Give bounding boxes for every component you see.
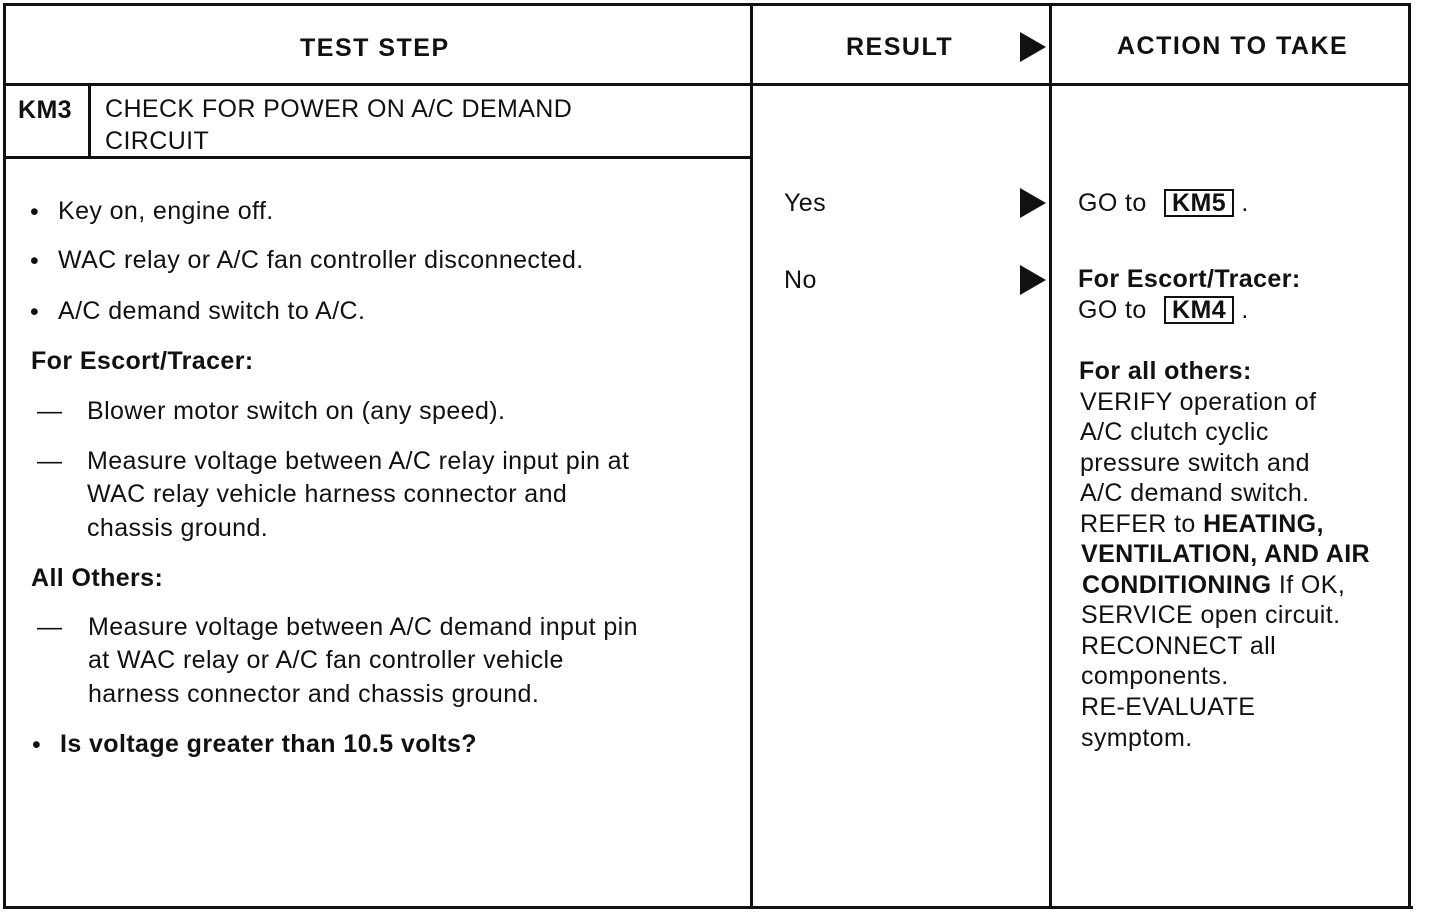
test-line-blower: Blower motor switch on (any speed).	[87, 397, 506, 425]
test-heading-others: All Others:	[31, 564, 164, 592]
action-line-6: VENTILATION, AND AIR	[1081, 540, 1371, 568]
action-line-10: components.	[1081, 662, 1229, 690]
border-left	[3, 3, 6, 909]
action-heading-others: For all others:	[1079, 357, 1252, 385]
column-divider-1	[750, 3, 753, 909]
step-title-line1: CHECK FOR POWER ON A/C DEMAND	[105, 95, 573, 123]
bullet-glyph: •	[30, 298, 40, 326]
step-id: KM3	[18, 96, 72, 124]
period-text: .	[1241, 296, 1249, 324]
refer-text: REFER to	[1080, 510, 1204, 538]
border-right	[1408, 3, 1411, 909]
action-line-3: pressure switch and	[1080, 449, 1310, 477]
action-line-5	[1080, 508, 1324, 541]
header-result: RESULT	[846, 33, 954, 61]
conditioning-text: CONDITIONING	[1082, 571, 1272, 599]
header-action: ACTION TO TAKE	[1117, 32, 1349, 60]
action-line-11: RE-EVALUATE	[1081, 693, 1256, 721]
result-yes: Yes	[784, 189, 826, 217]
test-line-measure-demand-2: at WAC relay or A/C fan controller vehicle	[88, 646, 564, 674]
action-goto-text: GO to	[1078, 296, 1147, 324]
bullet-glyph: •	[32, 731, 42, 759]
action-yes-goto	[1078, 187, 1249, 220]
yes-arrow-icon	[1020, 188, 1046, 218]
action-line-1: VERIFY operation of	[1080, 388, 1317, 416]
bullet-glyph: •	[30, 247, 40, 275]
step-ref-km4[interactable]: KM4	[1164, 296, 1234, 324]
header-test-step: TEST STEP	[300, 34, 450, 62]
header-divider	[3, 83, 1410, 86]
action-line-2: A/C clutch cyclic	[1080, 418, 1269, 446]
border-bottom	[3, 906, 1413, 909]
column-divider-2	[1049, 3, 1052, 909]
test-line-key-on: Key on, engine off.	[58, 197, 274, 225]
if-ok-text: If OK,	[1271, 571, 1346, 599]
test-heading-escort: For Escort/Tracer:	[31, 347, 254, 375]
action-goto-text: GO to	[1078, 189, 1147, 217]
test-line-disconnected: WAC relay or A/C fan controller disconnected.	[58, 246, 584, 274]
heating-text: HEATING,	[1203, 510, 1324, 538]
test-line-measure-demand-1: Measure voltage between A/C demand input pin	[88, 613, 638, 641]
border-top	[3, 3, 1410, 6]
dash-glyph: —	[37, 397, 63, 425]
dash-glyph: —	[37, 447, 63, 475]
result-no: No	[784, 266, 817, 294]
action-heading-escort: For Escort/Tracer:	[1078, 265, 1301, 293]
action-line-9: RECONNECT all	[1081, 632, 1277, 660]
test-line-measure-relay-3: chassis ground.	[87, 514, 269, 542]
action-line-4: A/C demand switch.	[1080, 479, 1310, 507]
dash-glyph: —	[37, 613, 63, 641]
action-line-12: symptom.	[1081, 724, 1193, 752]
header-arrow-icon	[1020, 32, 1046, 62]
bullet-glyph: •	[30, 198, 40, 226]
step-title-line2: CIRCUIT	[105, 127, 210, 155]
no-arrow-icon	[1020, 265, 1046, 295]
action-line-7	[1082, 569, 1345, 602]
test-line-demand-switch: A/C demand switch to A/C.	[58, 297, 366, 325]
step-id-divider	[88, 85, 91, 158]
period-text: .	[1241, 189, 1249, 217]
action-line-8: SERVICE open circuit.	[1081, 601, 1341, 629]
test-line-measure-relay-2: WAC relay vehicle harness connector and	[87, 480, 568, 508]
step-ref-km5[interactable]: KM5	[1164, 189, 1234, 217]
test-line-measure-demand-3: harness connector and chassis ground.	[88, 680, 540, 708]
test-question: Is voltage greater than 10.5 volts?	[60, 730, 477, 758]
test-line-measure-relay-1: Measure voltage between A/C relay input pin at	[87, 447, 630, 475]
action-no-goto	[1078, 294, 1249, 327]
